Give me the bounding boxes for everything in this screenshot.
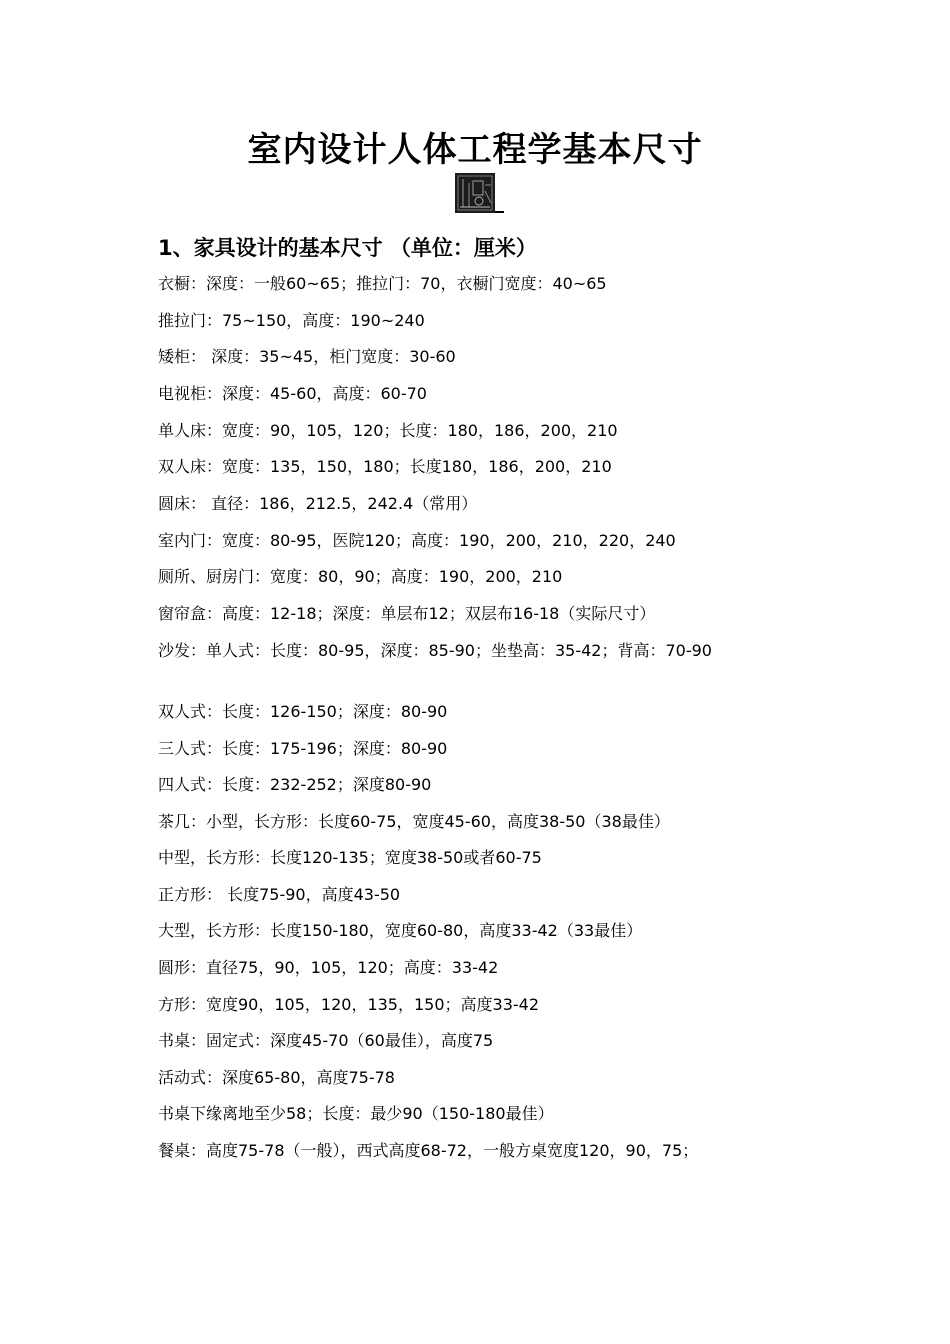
list-item: 方形：宽度90，105，120，135，150；高度33-42 <box>158 995 540 1014</box>
list-item: 三人式：长度：175-196；深度：80-90 <box>158 739 448 758</box>
list-item: 圆形：直径75，90，105，120；高度：33-42 <box>158 958 499 977</box>
list-item: 衣橱：深度：一般60~65；推拉门：70，衣橱门宽度：40~65 <box>158 274 607 293</box>
list-item: 活动式：深度65-80，高度75-78 <box>158 1068 395 1087</box>
document-title: 室内设计人体工程学基本尺寸 <box>247 130 703 170</box>
list-item: 窗帘盒：高度：12-18；深度：单层布12；双层布16-18（实际尺寸） <box>158 604 656 623</box>
list-item: 圆床： 直径：186，212.5，242.4（常用） <box>158 494 478 513</box>
list-item: 单人床：宽度：90，105，120；长度：180，186，200，210 <box>158 421 618 440</box>
list-item: 双人床：宽度：135，150，180；长度180，186，200，210 <box>158 457 612 476</box>
list-item: 厕所、厨房门：宽度：80，90；高度：190，200，210 <box>158 567 563 586</box>
list-item: 推拉门：75~150，高度：190~240 <box>158 311 425 330</box>
list-item: 大型，长方形：长度150-180，宽度60-80，高度33-42（33最佳） <box>158 921 643 940</box>
list-item: 书桌：固定式：深度45-70（60最佳），高度75 <box>158 1031 494 1050</box>
image-underline <box>495 211 504 213</box>
list-item: 餐桌：高度75-78（一般），西式高度68-72，一般方桌宽度120，90，75； <box>158 1141 699 1160</box>
section-heading: 1、家具设计的基本尺寸 （单位：厘米） <box>158 236 537 260</box>
list-item: 正方形： 长度75-90，高度43-50 <box>158 885 401 904</box>
list-item: 沙发：单人式：长度：80-95，深度：85-90；坐垫高：35-42；背高：70-90 <box>158 641 712 660</box>
list-item: 双人式：长度：126-150；深度：80-90 <box>158 702 448 721</box>
drawing-image <box>455 173 495 213</box>
list-item: 矮柜： 深度：35~45，柜门宽度：30-60 <box>158 347 456 366</box>
list-item: 电视柜：深度：45-60，高度：60-70 <box>158 384 427 403</box>
embedded-image-thumbnail <box>455 173 495 213</box>
list-item: 四人式：长度：232-252；深度80-90 <box>158 775 432 794</box>
list-item: 中型，长方形：长度120-135；宽度38-50或者60-75 <box>158 848 542 867</box>
list-item: 茶几：小型，长方形：长度60-75，宽度45-60，高度38-50（38最佳） <box>158 812 670 831</box>
list-item: 书桌下缘离地至少58；长度：最少90（150-180最佳） <box>158 1104 554 1123</box>
list-item: 室内门：宽度：80-95，医院120；高度：190，200，210，220，240 <box>158 531 676 550</box>
